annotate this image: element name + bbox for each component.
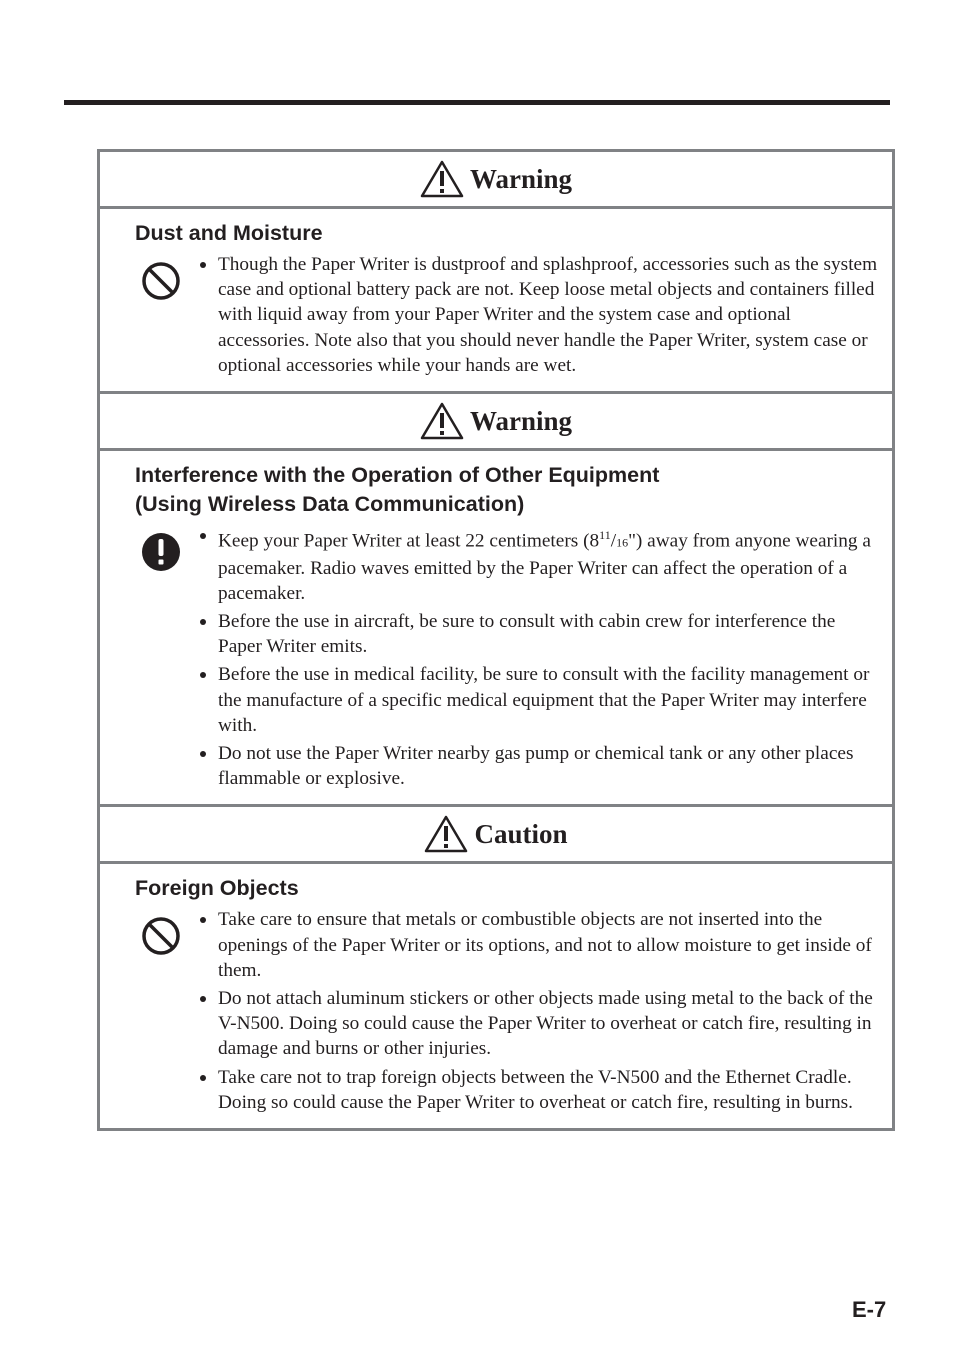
foreign-objects-section [100,864,892,1128]
warning-triangle-icon [420,160,464,198]
page-number: E-7 [852,1297,887,1322]
subheading: Foreign Objects [135,876,299,901]
caution-header [100,807,892,864]
subheading-line-1: Interference with the Operation of Other Equipment [135,463,660,488]
interference-section [100,451,892,807]
header-label: Caution [474,818,568,849]
list-item: Take care not to trap foreign objects between the V-N500 and the Ethernet Cradle. Doing so could cause the Paper Writer to overheat or catch fire, resulting in burns. [200,1065,880,1115]
caution-triangle-icon [424,815,468,853]
top-rule [64,100,890,105]
subheading: Dust and Moisture [135,221,323,245]
mandatory-exclamation-icon [140,531,182,573]
subheading-line-2: (Using Wireless Data Communication) [135,492,525,517]
list-item: Do not use the Paper Writer nearby gas pump or chemical tank or any other places flammable or explosive. [200,741,880,791]
warning-header [100,152,892,209]
dust-moisture-section [100,209,892,394]
list-item: Do not attach aluminum stickers or other objects made using metal to the back of the V-N500. Doing so could cause the Paper Writer to overheat or catch fire, resulting in damage and burns or other injuries. [200,986,880,1062]
warning-triangle-icon [420,402,464,440]
header-label: Warning [469,163,573,194]
warning-header [100,394,892,451]
prohibited-icon [140,260,182,302]
safety-notice-frame [97,149,895,1131]
header-label: Warning [469,405,573,436]
list-item: Before the use in aircraft, be sure to consult with cabin crew for interference the Paper Writer emits. [200,609,880,659]
list-item: Before the use in medical facility, be sure to consult with the facility management or the manufacture of a specific medical equipment that the Paper Writer may interfere with. [200,662,880,738]
list-item: Take care to ensure that metals or combustible objects are not inserted into the openings of the Paper Writer or its options, and not to allow moisture to get inside of them. [200,907,880,983]
list-item: Keep your Paper Writer at least 22 centimeters $(8^{11}/16")$ away from anyone wearing a pacemaker. Radio waves emitted by the Paper Writer can affect the operation of a pacemaker. [200,523,880,606]
prohibited-icon [140,915,182,957]
list-item: Though the Paper Writer is dustproof and splashproof, accessories such as the system case and optional battery pack are not. Keep loose metal objects and containers filled with liquid away from your Paper Writer and the system case and optional accessories. Note also that you should never handle the Paper Writer, system case or optional accessories while your hands are wet. [200,252,880,378]
